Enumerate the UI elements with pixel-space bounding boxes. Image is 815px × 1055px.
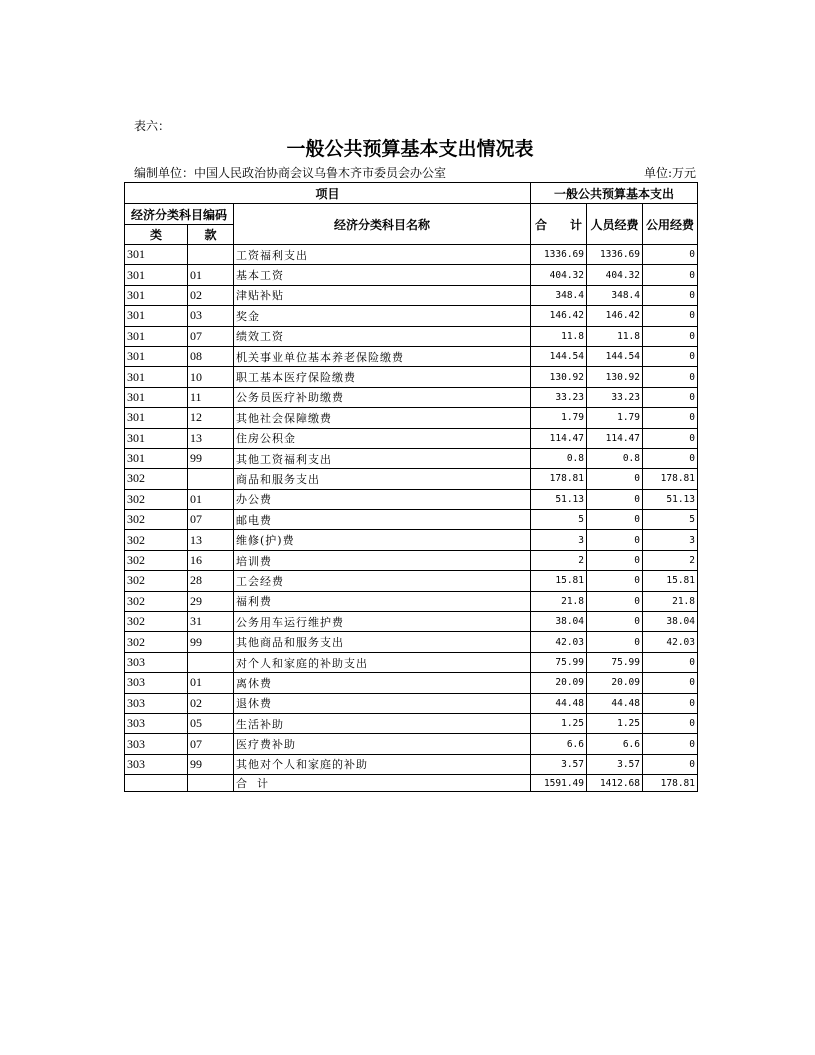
cell-lei: 301 <box>125 367 188 387</box>
cell-kuan: 07 <box>188 734 234 754</box>
table-row <box>125 448 698 468</box>
budget-table <box>124 182 698 792</box>
table-row <box>125 245 698 265</box>
cell-total: 11.8 <box>531 326 587 346</box>
cell-personnel: 3.57 <box>587 754 643 774</box>
cell-personnel: 146.42 <box>587 306 643 326</box>
table-row <box>125 306 698 326</box>
cell-lei: 301 <box>125 285 188 305</box>
cell-item-name: 邮电费 <box>234 510 531 530</box>
cell-kuan: 13 <box>188 428 234 448</box>
cell-personnel: 1336.69 <box>587 245 643 265</box>
cell-total: 3 <box>531 530 587 550</box>
cell-item-name: 公务员医疗补助缴费 <box>234 387 531 407</box>
cell-lei: 303 <box>125 713 188 733</box>
cell-personnel: 144.54 <box>587 346 643 366</box>
cell-kuan: 01 <box>188 265 234 285</box>
cell-personnel: 130.92 <box>587 367 643 387</box>
header-kuan: 款 <box>188 225 234 245</box>
table-row <box>125 469 698 489</box>
cell-kuan: 01 <box>188 673 234 693</box>
cell-total: 0.8 <box>531 448 587 468</box>
cell-total: 1.79 <box>531 408 587 428</box>
footer-empty-cell <box>188 775 234 792</box>
cell-kuan: 28 <box>188 571 234 591</box>
table-row <box>125 408 698 428</box>
cell-lei: 301 <box>125 245 188 265</box>
cell-total: 5 <box>531 510 587 530</box>
table-row <box>125 693 698 713</box>
cell-public: 0 <box>643 713 698 733</box>
cell-kuan: 99 <box>188 632 234 652</box>
header-lei: 类 <box>125 225 188 245</box>
cell-public: 0 <box>643 693 698 713</box>
header-code-group: 经济分类科目编码 <box>125 204 234 225</box>
cell-kuan: 01 <box>188 489 234 509</box>
cell-total: 44.48 <box>531 693 587 713</box>
cell-lei: 301 <box>125 387 188 407</box>
cell-total: 2 <box>531 550 587 570</box>
cell-lei: 302 <box>125 632 188 652</box>
cell-kuan <box>188 469 234 489</box>
cell-item-name: 退休费 <box>234 693 531 713</box>
cell-public: 15.81 <box>643 571 698 591</box>
cell-lei: 301 <box>125 428 188 448</box>
cell-personnel: 0 <box>587 510 643 530</box>
cell-lei: 302 <box>125 571 188 591</box>
cell-public: 0 <box>643 245 698 265</box>
cell-item-name: 机关事业单位基本养老保险缴费 <box>234 346 531 366</box>
cell-personnel: 0 <box>587 591 643 611</box>
cell-total: 38.04 <box>531 612 587 632</box>
cell-public: 51.13 <box>643 489 698 509</box>
cell-public: 0 <box>643 652 698 672</box>
cell-total: 42.03 <box>531 632 587 652</box>
cell-public: 0 <box>643 408 698 428</box>
cell-total: 1336.69 <box>531 245 587 265</box>
cell-item-name: 绩效工资 <box>234 326 531 346</box>
cell-item-name: 公务用车运行维护费 <box>234 612 531 632</box>
cell-lei: 302 <box>125 510 188 530</box>
cell-lei: 301 <box>125 306 188 326</box>
table-row <box>125 530 698 550</box>
table-row <box>125 387 698 407</box>
table-row <box>125 652 698 672</box>
cell-public: 0 <box>643 367 698 387</box>
cell-personnel: 0 <box>587 632 643 652</box>
table-row <box>125 285 698 305</box>
table-row <box>125 489 698 509</box>
cell-item-name: 工会经费 <box>234 571 531 591</box>
cell-total: 15.81 <box>531 571 587 591</box>
cell-kuan: 11 <box>188 387 234 407</box>
cell-personnel: 0 <box>587 469 643 489</box>
cell-public: 0 <box>643 346 698 366</box>
cell-lei: 302 <box>125 591 188 611</box>
cell-public: 0 <box>643 754 698 774</box>
cell-public: 0 <box>643 448 698 468</box>
cell-total: 348.4 <box>531 285 587 305</box>
cell-public: 0 <box>643 326 698 346</box>
header-budget-group: 一般公共预算基本支出 <box>531 183 698 204</box>
cell-personnel: 0.8 <box>587 448 643 468</box>
cell-public: 178.81 <box>643 469 698 489</box>
cell-personnel: 6.6 <box>587 734 643 754</box>
cell-item-name: 对个人和家庭的补助支出 <box>234 652 531 672</box>
cell-total: 51.13 <box>531 489 587 509</box>
cell-lei: 303 <box>125 734 188 754</box>
cell-item-name: 商品和服务支出 <box>234 469 531 489</box>
cell-public: 21.8 <box>643 591 698 611</box>
total-public: 178.81 <box>643 775 698 792</box>
cell-total: 1.25 <box>531 713 587 733</box>
cell-kuan <box>188 652 234 672</box>
cell-public: 5 <box>643 510 698 530</box>
cell-item-name: 其他社会保障缴费 <box>234 408 531 428</box>
meta-line <box>134 164 696 181</box>
cell-item-name: 住房公积金 <box>234 428 531 448</box>
cell-lei: 302 <box>125 530 188 550</box>
table-row <box>125 632 698 652</box>
cell-public: 0 <box>643 285 698 305</box>
table-row <box>125 367 698 387</box>
table-row <box>125 754 698 774</box>
cell-total: 75.99 <box>531 652 587 672</box>
document-title: 一般公共预算基本支出情况表 <box>286 138 534 160</box>
currency-unit: 单位:万元 <box>643 166 696 180</box>
cell-kuan: 07 <box>188 326 234 346</box>
table-row <box>125 673 698 693</box>
cell-kuan: 16 <box>188 550 234 570</box>
table-row <box>125 713 698 733</box>
cell-lei: 303 <box>125 673 188 693</box>
cell-kuan: 03 <box>188 306 234 326</box>
cell-item-name: 离休费 <box>234 673 531 693</box>
cell-total: 20.09 <box>531 673 587 693</box>
cell-kuan: 10 <box>188 367 234 387</box>
cell-total: 178.81 <box>531 469 587 489</box>
cell-personnel: 75.99 <box>587 652 643 672</box>
table-body <box>125 245 698 775</box>
cell-kuan: 07 <box>188 510 234 530</box>
cell-personnel: 44.48 <box>587 693 643 713</box>
cell-total: 21.8 <box>531 591 587 611</box>
cell-personnel: 1.25 <box>587 713 643 733</box>
cell-personnel: 11.8 <box>587 326 643 346</box>
cell-lei: 302 <box>125 489 188 509</box>
cell-public: 0 <box>643 387 698 407</box>
cell-kuan: 02 <box>188 693 234 713</box>
cell-kuan: 13 <box>188 530 234 550</box>
cell-item-name: 工资福利支出 <box>234 245 531 265</box>
table-number-label: 表六： <box>134 119 171 133</box>
cell-personnel: 0 <box>587 571 643 591</box>
total-label: 合计 <box>234 775 531 792</box>
cell-lei: 302 <box>125 550 188 570</box>
cell-personnel: 20.09 <box>587 673 643 693</box>
cell-public: 2 <box>643 550 698 570</box>
cell-public: 0 <box>643 306 698 326</box>
cell-personnel: 348.4 <box>587 285 643 305</box>
cell-item-name: 其他工资福利支出 <box>234 448 531 468</box>
cell-total: 6.6 <box>531 734 587 754</box>
table-row <box>125 571 698 591</box>
header-public: 公用经费 <box>643 204 698 245</box>
cell-total: 404.32 <box>531 265 587 285</box>
compiling-unit: 编制单位：中国人民政治协商会议乌鲁木齐市委员会办公室 <box>134 166 447 180</box>
cell-lei: 303 <box>125 652 188 672</box>
cell-total: 33.23 <box>531 387 587 407</box>
table-row <box>125 265 698 285</box>
cell-personnel: 1.79 <box>587 408 643 428</box>
header-total: 合 计 <box>531 204 587 245</box>
cell-kuan: 31 <box>188 612 234 632</box>
cell-item-name: 津贴补贴 <box>234 285 531 305</box>
cell-total: 146.42 <box>531 306 587 326</box>
cell-item-name: 其他对个人和家庭的补助 <box>234 754 531 774</box>
footer-empty-cell <box>125 775 188 792</box>
cell-item-name: 培训费 <box>234 550 531 570</box>
cell-public: 0 <box>643 673 698 693</box>
cell-total: 114.47 <box>531 428 587 448</box>
cell-public: 0 <box>643 734 698 754</box>
cell-item-name: 维修(护)费 <box>234 530 531 550</box>
header-item-name: 经济分类科目名称 <box>234 204 531 245</box>
cell-public: 42.03 <box>643 632 698 652</box>
cell-personnel: 0 <box>587 489 643 509</box>
cell-kuan: 02 <box>188 285 234 305</box>
cell-personnel: 404.32 <box>587 265 643 285</box>
cell-total: 3.57 <box>531 754 587 774</box>
cell-lei: 302 <box>125 469 188 489</box>
header-personnel: 人员经费 <box>587 204 643 245</box>
total-personnel: 1412.68 <box>587 775 643 792</box>
table-row <box>125 734 698 754</box>
total-amount: 1591.49 <box>531 775 587 792</box>
cell-lei: 301 <box>125 448 188 468</box>
cell-item-name: 基本工资 <box>234 265 531 285</box>
cell-public: 38.04 <box>643 612 698 632</box>
table-row <box>125 326 698 346</box>
table-row <box>125 550 698 570</box>
cell-kuan: 08 <box>188 346 234 366</box>
cell-personnel: 0 <box>587 550 643 570</box>
cell-lei: 301 <box>125 346 188 366</box>
table-row <box>125 510 698 530</box>
cell-personnel: 114.47 <box>587 428 643 448</box>
cell-lei: 301 <box>125 408 188 428</box>
cell-personnel: 0 <box>587 530 643 550</box>
cell-lei: 301 <box>125 265 188 285</box>
cell-item-name: 奖金 <box>234 306 531 326</box>
total-row <box>125 775 698 792</box>
cell-kuan: 99 <box>188 754 234 774</box>
cell-lei: 303 <box>125 693 188 713</box>
cell-kuan: 12 <box>188 408 234 428</box>
cell-kuan: 99 <box>188 448 234 468</box>
table-row <box>125 591 698 611</box>
table-row <box>125 612 698 632</box>
cell-public: 0 <box>643 428 698 448</box>
cell-kuan: 29 <box>188 591 234 611</box>
cell-kuan: 05 <box>188 713 234 733</box>
cell-public: 3 <box>643 530 698 550</box>
cell-item-name: 职工基本医疗保险缴费 <box>234 367 531 387</box>
cell-item-name: 福利费 <box>234 591 531 611</box>
cell-personnel: 33.23 <box>587 387 643 407</box>
cell-public: 0 <box>643 265 698 285</box>
table-row <box>125 346 698 366</box>
cell-lei: 303 <box>125 754 188 774</box>
header-project: 项目 <box>125 183 531 204</box>
cell-item-name: 生活补助 <box>234 713 531 733</box>
cell-total: 130.92 <box>531 367 587 387</box>
cell-lei: 302 <box>125 612 188 632</box>
cell-lei: 301 <box>125 326 188 346</box>
cell-item-name: 办公费 <box>234 489 531 509</box>
cell-item-name: 医疗费补助 <box>234 734 531 754</box>
cell-personnel: 0 <box>587 612 643 632</box>
cell-item-name: 其他商品和服务支出 <box>234 632 531 652</box>
cell-total: 144.54 <box>531 346 587 366</box>
table-row <box>125 428 698 448</box>
cell-kuan <box>188 245 234 265</box>
